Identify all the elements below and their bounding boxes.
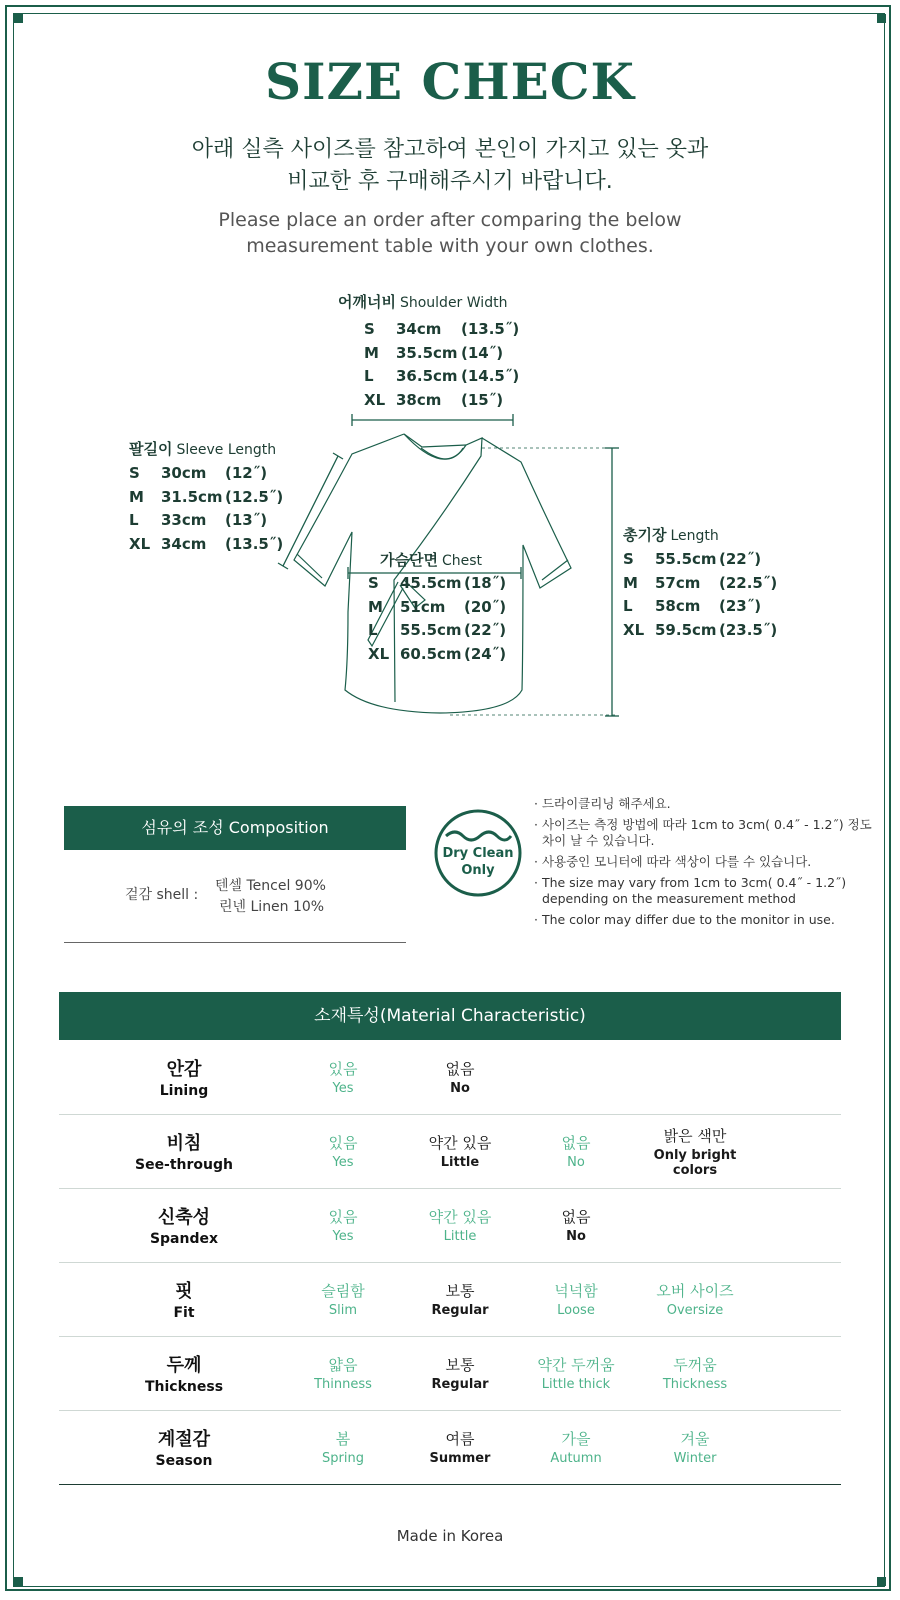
chest-label: 가슴단면 Chest	[380, 551, 483, 569]
material-row	[59, 1262, 841, 1337]
length-size-table	[623, 548, 783, 642]
size-row: M 31.5cm (12.5˝)	[129, 487, 284, 506]
sleeve-cuff	[542, 560, 568, 580]
material-option: 보통 Regular	[431, 1356, 489, 1392]
size-row: L 33cm (13˝)	[129, 511, 268, 529]
material-header: 소재특성(Material Characteristic)	[59, 992, 841, 1040]
material-option: 없음 No	[561, 1208, 591, 1244]
material-option: 슬림함 Slim	[321, 1282, 365, 1318]
size-row: L 55.5cm (22˝)	[368, 621, 507, 639]
material-option: 여름 Summer	[429, 1430, 491, 1466]
sleeve-size-table	[129, 462, 289, 556]
care-notes	[534, 796, 874, 933]
material-option: 가을 Autumn	[550, 1430, 602, 1466]
material-option: 밝은 색만 Only bright colors	[653, 1126, 737, 1178]
composition-values	[215, 876, 326, 918]
size-row: L 58cm (23˝)	[623, 597, 762, 615]
material-row-label: 계절감 Season	[155, 1429, 213, 1469]
size-row: S 45.5cm (18˝)	[368, 574, 507, 592]
made-in-label: Made in Korea	[396, 1527, 504, 1545]
sleeve-label: 팔길이 Sleeve Length	[129, 440, 277, 458]
note-item: · The color may differ due to the monitor in use.	[534, 912, 835, 927]
material-option: 겨울 Winter	[673, 1430, 717, 1466]
material-option: 없음 No	[561, 1134, 591, 1170]
material-row-label: 두께 Thickness	[144, 1355, 224, 1395]
dry-clean-badge	[433, 808, 523, 898]
material-option: 두꺼움 Thickness	[662, 1356, 728, 1392]
length-label: 총기장 Length	[623, 526, 719, 544]
size-row: XL 34cm (13.5˝)	[129, 534, 284, 553]
material-row-label: 핏 Fit	[173, 1281, 195, 1321]
material-option: 있음 Yes	[328, 1134, 358, 1170]
chest-size-table	[368, 572, 528, 666]
size-row: S 55.5cm (22˝)	[623, 550, 762, 568]
material-option: 있음 Yes	[328, 1208, 358, 1244]
size-row: S 34cm (13.5˝)	[364, 320, 520, 338]
material-option: 보통 Regular	[431, 1282, 489, 1318]
note-item: · The size may vary from 1cm to 3cm( 0.4˝ - 1.2˝) depending on the measurement method	[534, 875, 847, 906]
material-row-label: 안감 Lining	[159, 1059, 209, 1099]
composition-header: 섬유의 조성 Composition	[64, 806, 406, 850]
shoulder-label: 어깨너비 Shoulder Width	[338, 293, 508, 311]
material-row	[59, 1040, 841, 1115]
material-option: 오버 사이즈 Oversize	[656, 1282, 734, 1318]
english-intro-line: Please place an order after comparing the below	[218, 209, 682, 231]
divider	[64, 942, 406, 943]
material-option: 약간 있음 Little	[428, 1134, 492, 1170]
english-intro-line: measurement table with your own clothes.	[246, 235, 654, 257]
note-item: · 사용중인 모니터에 따라 색상이 다를 수 있습니다.	[534, 854, 812, 869]
material-row	[59, 1410, 841, 1485]
size-row: XL 60.5cm (24˝)	[368, 644, 507, 663]
dry-clean-text: Dry Clean Only	[442, 846, 514, 878]
corner-square	[877, 1577, 886, 1586]
material-row	[59, 1188, 841, 1263]
material-option: 넉넉함 Loose	[554, 1282, 598, 1318]
size-row: M 35.5cm (14˝)	[364, 343, 504, 362]
size-row: M 57cm (22.5˝)	[623, 573, 778, 592]
size-row: L 36.5cm (14.5˝)	[364, 367, 520, 385]
size-row: S 30cm (12˝)	[129, 464, 268, 482]
size-row: XL 59.5cm (23.5˝)	[623, 620, 778, 639]
shoulder-size-table	[364, 318, 534, 412]
sleeve-dimension	[283, 456, 338, 566]
material-option: 봄 Spring	[322, 1430, 364, 1466]
korean-intro-line: 아래 실측 사이즈를 참고하여 본인이 가지고 있는 옷과	[191, 137, 709, 162]
composition-label: 겉감 shell :	[125, 887, 199, 903]
material-row-label: 비침 See-through	[134, 1133, 234, 1173]
note-item: · 드라이클리닝 해주세요.	[534, 796, 671, 811]
material-option: 얇음 Thinness	[314, 1356, 372, 1392]
composition-line: 린넨 Linen 10%	[219, 899, 325, 915]
note-item: · 사이즈는 측정 방법에 따라 1cm to 3cm( 0.4˝ - 1.2˝) 정도 차이 날 수 있습니다.	[534, 817, 872, 848]
korean-intro-line: 비교한 후 구매해주시기 바랍니다.	[287, 169, 613, 194]
size-row: XL 38cm (15˝)	[364, 390, 504, 409]
size-row: M 51cm (20˝)	[368, 597, 507, 616]
material-option: 약간 있음 Little	[428, 1208, 492, 1244]
material-option: 약간 두꺼움 Little thick	[537, 1356, 615, 1392]
corner-square	[14, 1577, 23, 1586]
material-option: 있음 Yes	[328, 1060, 358, 1096]
composition-line: 텐셀 Tencel 90%	[215, 878, 326, 894]
page-title: SIZE CHECK	[265, 52, 635, 111]
material-option: 없음 No	[445, 1060, 475, 1096]
material-row-label: 신축성 Spandex	[149, 1207, 219, 1247]
material-row	[59, 1336, 841, 1411]
material-row	[59, 1114, 841, 1189]
